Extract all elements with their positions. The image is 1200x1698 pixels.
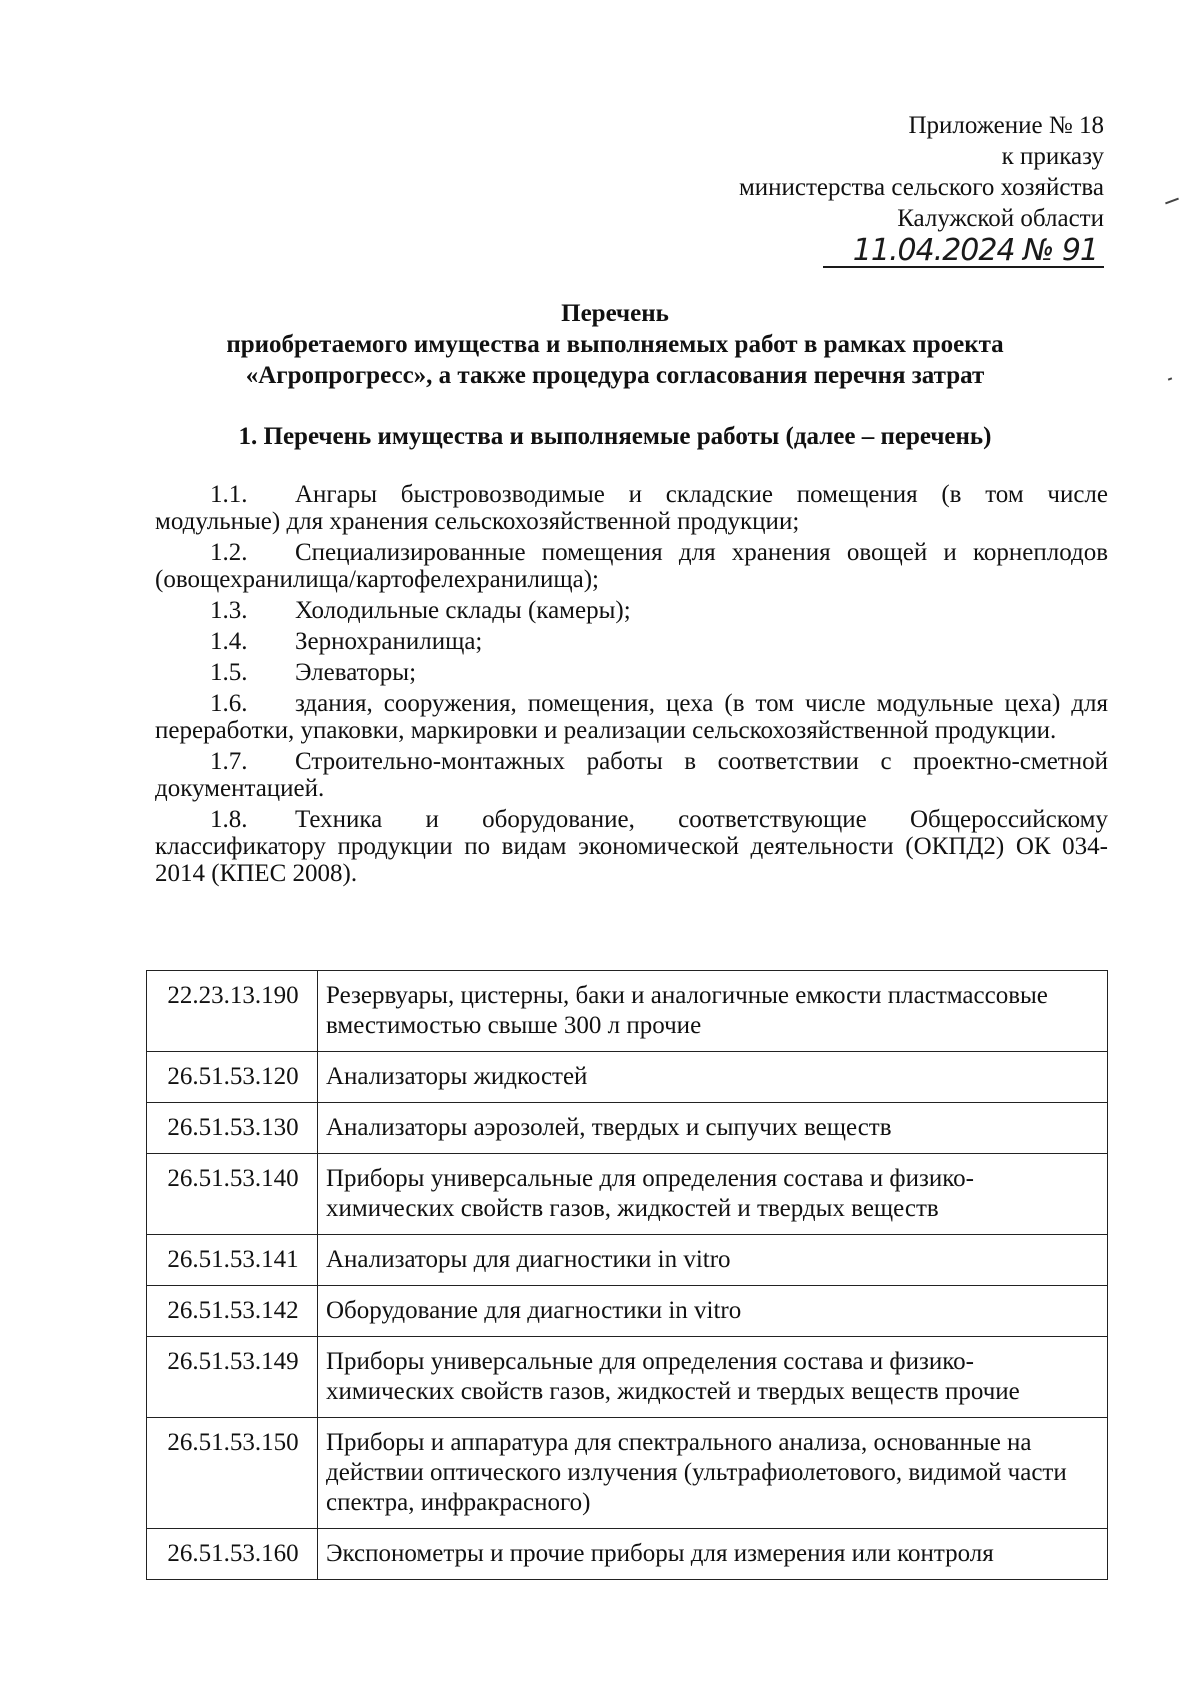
list-item (155, 806, 1108, 887)
scan-speck (1165, 198, 1179, 205)
title-line: «Агропрогресс», а также процедура согласования перечня затрат (245, 362, 985, 389)
item-text: Элеваторы; (295, 659, 417, 686)
table-row (147, 1103, 1108, 1154)
item-text: Ангары быстровозводимые и складские помещения (в том числе модульные) для хранения сельскохозяйственной продукции; (155, 481, 1108, 535)
code-cell: 26.51.53.150 (147, 1418, 318, 1529)
code-cell: 22.23.13.190 (147, 971, 318, 1052)
title-line: Перечень (561, 300, 669, 327)
item-text: Техника и оборудование, соответствующие Общероссийскому классификатору продукции по видам экономической деятельности (ОКПД2) ОК 034-2014 (КПЕС 2008). (155, 806, 1108, 887)
description-cell: Резервуары, цистерны, баки и аналогичные емкости пластмассовые вместимостью свыше 300 л прочие (318, 971, 1108, 1052)
item-number: 1.5. (210, 659, 248, 686)
okpd2-codes-table (146, 970, 1108, 1580)
item-text: Специализированные помещения для хранения овощей и корнеплодов (овощехранилища/картофелехранилища); (155, 539, 1108, 593)
description-cell: Приборы универсальные для определения состава и физико-химических свойств газов, жидкостей и твердых веществ (318, 1154, 1108, 1235)
item-number: 1.1. (210, 481, 248, 508)
appendix-line: министерства сельского хозяйства (738, 174, 1104, 201)
appendix-line: к приказу (1001, 143, 1104, 170)
list-item (155, 659, 1108, 686)
list-item (155, 748, 1108, 802)
code-cell: 26.51.53.130 (147, 1103, 318, 1154)
scan-speck (1168, 377, 1172, 380)
table-row (147, 1154, 1108, 1235)
item-text: Зернохранилища; (295, 628, 483, 655)
item-number: 1.6. (210, 690, 248, 717)
description-cell: Анализаторы аэрозолей, твердых и сыпучих веществ (318, 1103, 1108, 1154)
item-text: Строительно-монтажных работы в соответствии с проектно-сметной документацией. (155, 748, 1108, 802)
description-cell: Приборы универсальные для определения состава и физико-химических свойств газов, жидкостей и твердых веществ прочие (318, 1337, 1108, 1418)
list-item (155, 597, 1108, 624)
item-number: 1.2. (210, 539, 248, 566)
section-heading: 1. Перечень имущества и выполняемые работы (далее – перечень) (238, 423, 992, 450)
description-cell: Оборудование для диагностики in vitro (318, 1286, 1108, 1337)
description-cell: Анализаторы жидкостей (318, 1052, 1108, 1103)
item-number: 1.8. (210, 806, 248, 833)
code-cell: 26.51.53.142 (147, 1286, 318, 1337)
code-cell: 26.51.53.120 (147, 1052, 318, 1103)
table-row (147, 1337, 1108, 1418)
table-row (147, 1286, 1108, 1337)
code-cell: 26.51.53.141 (147, 1235, 318, 1286)
description-cell: Анализаторы для диагностики in vitro (318, 1235, 1108, 1286)
item-number: 1.4. (210, 628, 248, 655)
list-item (155, 690, 1108, 744)
item-list (155, 481, 1108, 891)
code-cell: 26.51.53.140 (147, 1154, 318, 1235)
description-cell: Приборы и аппаратура для спектрального анализа, основанные на действии оптического излучения (ультрафиолетового, видимой части спектра, инфракрасного) (318, 1418, 1108, 1529)
code-cell: 26.51.53.160 (147, 1529, 318, 1580)
table-row (147, 1418, 1108, 1529)
handwritten-date-number: 11.04.2024 № 91 (823, 236, 1104, 268)
item-number: 1.7. (210, 748, 248, 775)
code-cell: 26.51.53.149 (147, 1337, 318, 1418)
appendix-line: Приложение № 18 (908, 112, 1104, 139)
table-row (147, 1052, 1108, 1103)
item-text: здания, сооружения, помещения, цеха (в том числе модульные цеха) для переработки, упаковки, маркировки и реализации сельскохозяйственной продукции. (155, 690, 1108, 744)
document-title (150, 298, 1080, 391)
table-row (147, 1529, 1108, 1580)
description-cell: Экспонометры и прочие приборы для измерения или контроля (318, 1529, 1108, 1580)
table-row (147, 1235, 1108, 1286)
title-line: приобретаемого имущества и выполняемых работ в рамках проекта (226, 331, 1004, 358)
item-number: 1.3. (210, 597, 248, 624)
item-text: Холодильные склады (камеры); (295, 597, 631, 624)
appendix-block (739, 110, 1104, 268)
appendix-line: Калужской области (897, 205, 1104, 232)
list-item (155, 539, 1108, 593)
list-item (155, 481, 1108, 535)
list-item (155, 628, 1108, 655)
table-row (147, 971, 1108, 1052)
